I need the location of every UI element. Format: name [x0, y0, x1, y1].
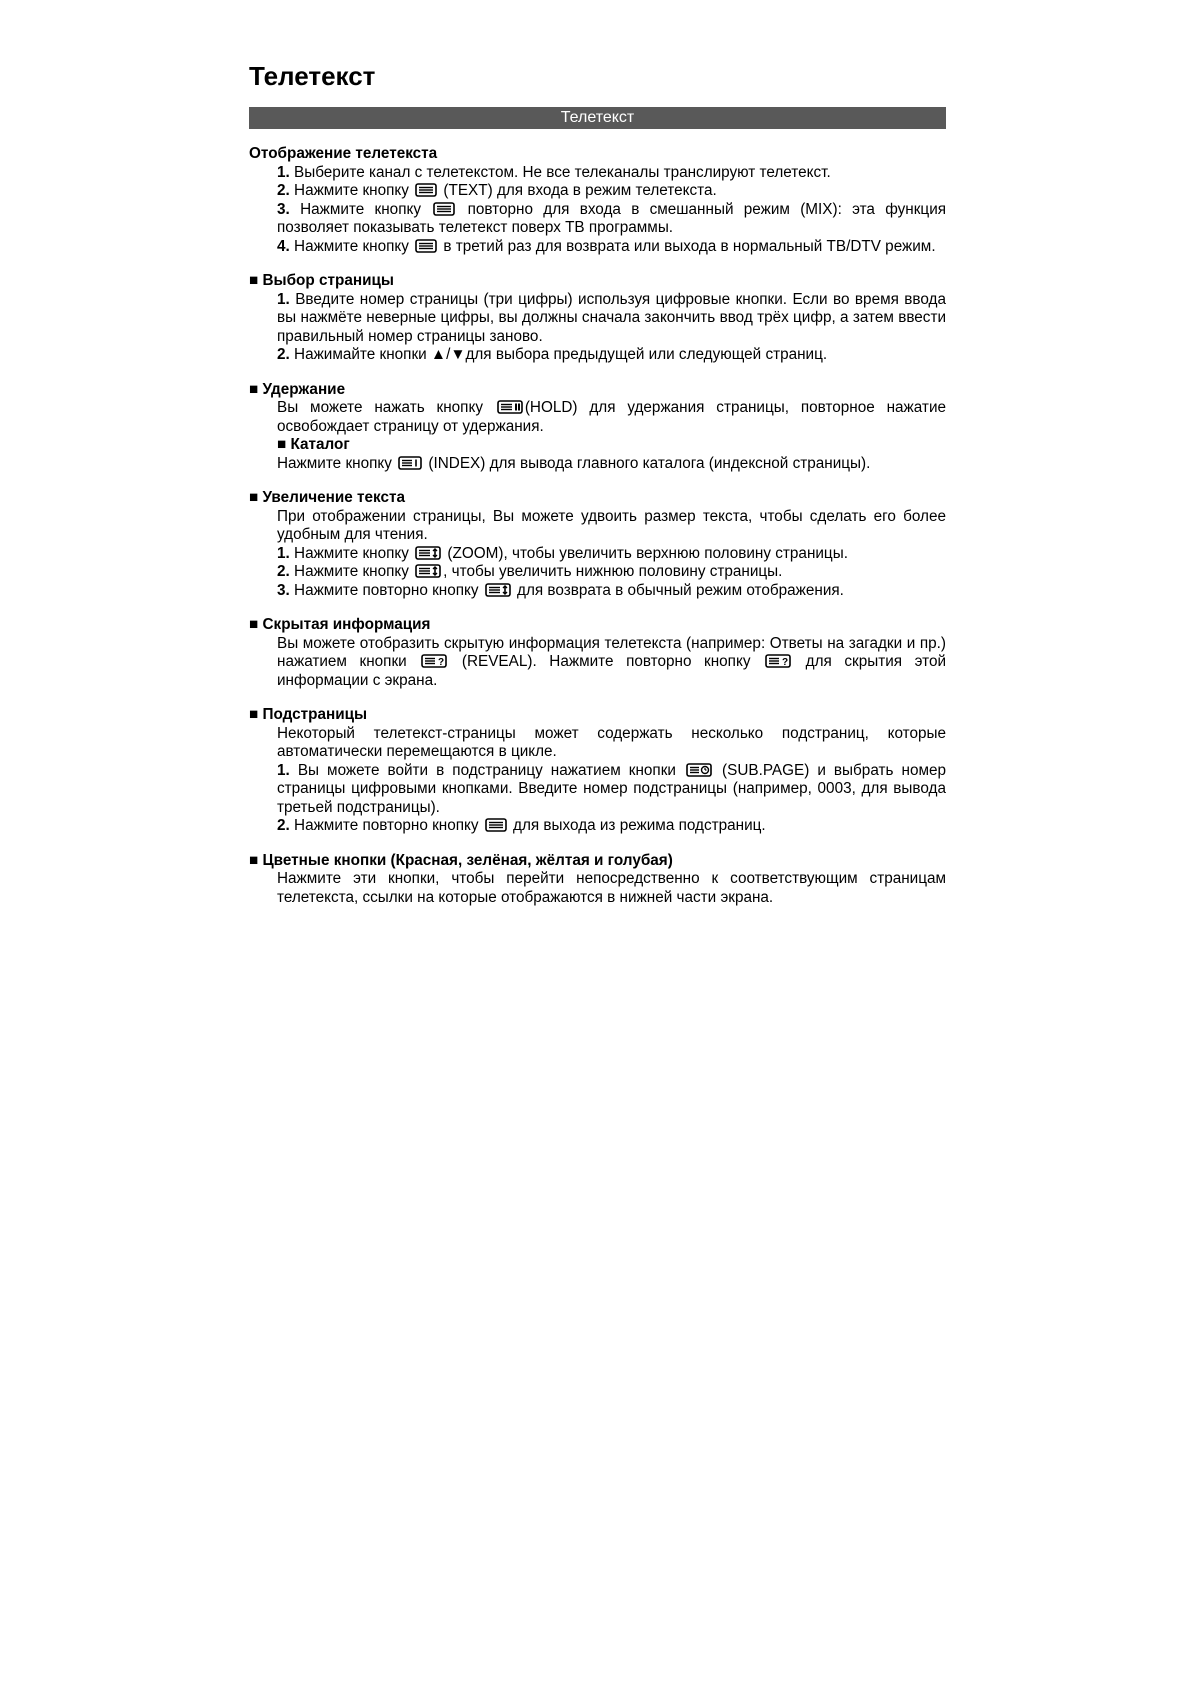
list-item: 3. Нажмите кнопку повторно для входа в смешанный режим (MIX): эта функция позволяет показывать телетекст поверх ТВ программы.	[277, 200, 947, 236]
zoom-icon	[415, 564, 441, 578]
section-color-keys	[249, 852, 946, 908]
text-icon	[415, 239, 437, 253]
section-heading: ■ Цветные кнопки (Красная, зелёная, жёлтая и голубая)	[249, 851, 673, 869]
section-heading: Отображение телетекста	[249, 145, 438, 162]
page-title: Телетекст	[249, 61, 376, 91]
list-item: 1. Выберите канал с телетекстом. Не все телеканалы транслируют телетекст.	[277, 163, 831, 181]
svg-text:?: ?	[782, 657, 789, 668]
list-item: 1. Введите номер страницы (три цифры) используя цифровые кнопки. Если во время ввода вы нажмёте неверные цифры, вы должны сначала закончить ввод трёх цифр, а затем ввести правильный номер страницы заново.	[277, 290, 946, 345]
section-display	[249, 145, 946, 256]
list-item: 1. Нажмите кнопку (ZOOM), чтобы увеличить верхнюю половину страницы.	[277, 544, 848, 562]
text-icon	[415, 183, 437, 197]
hold-icon	[497, 400, 523, 414]
reveal-icon	[765, 654, 791, 668]
paragraph: При отображении страницы, Вы можете удвоить размер текста, чтобы сделать его более удобным для чтения.	[277, 507, 946, 543]
section-heading: ■ Увеличение текста	[249, 489, 406, 506]
section-heading: ■ Выбор страницы	[249, 272, 394, 289]
section-heading: ■ Подстраницы	[249, 706, 368, 723]
text-icon	[485, 818, 507, 832]
manual-page	[249, 60, 946, 907]
index-icon	[398, 456, 422, 470]
paragraph: Нажмите эти кнопки, чтобы перейти непосредственно к соответствующим страницам телетекста, ссылки на которые отображаются в нижней части экрана.	[277, 870, 946, 906]
paragraph: Некоторый телетекст-страницы может содержать несколько подстраниц, которые автоматически перемещаются в цикле.	[277, 724, 946, 760]
list-item: 2. Нажмите кнопку (TEXT) для входа в режим телетекста.	[277, 182, 717, 199]
svg-text:?: ?	[438, 657, 445, 668]
section-page-select	[249, 272, 946, 365]
list-item: 2. Нажмите кнопку , чтобы увеличить нижнюю половину страницы.	[277, 563, 783, 580]
paragraph: Вы можете отобразить скрытую информация телетекста (например: Ответы на загадки и пр.) нажатием кнопки ? (REVEAL). Нажмите повторно кнопку ? для скрытия этой информации с экрана.	[277, 634, 947, 689]
list-item: 4. Нажмите кнопку в третий раз для возврата или выхода в нормальный ТВ/DTV режим.	[277, 237, 936, 255]
section-zoom	[249, 489, 946, 600]
section-banner: Телетекст	[249, 107, 946, 129]
section-reveal	[249, 616, 946, 690]
list-item: 2. Нажмите повторно кнопку для выхода из режима подстраниц.	[277, 817, 766, 834]
subpage-icon	[686, 763, 712, 777]
section-hold	[249, 381, 946, 474]
list-item: 3. Нажмите повторно кнопку для возврата в обычный режим отображения.	[277, 581, 844, 599]
paragraph: Вы можете нажать кнопку (HOLD) для удержания страницы, повторное нажатие освобождает страницу от удержания.	[277, 399, 946, 435]
reveal-icon	[421, 654, 447, 668]
paragraph: Нажмите кнопку (INDEX) для вывода главного каталога (индексной страницы).	[277, 454, 871, 472]
section-heading: ■ Удержание	[249, 380, 346, 398]
text-icon	[433, 202, 455, 216]
section-subpages	[249, 706, 946, 836]
section-heading: ■ Скрытая информация	[249, 616, 431, 633]
zoom-icon	[415, 546, 441, 560]
list-item: 2. Нажимайте кнопки ▲/▼для выбора предыдущей или следующей страниц.	[277, 346, 828, 363]
list-item: 1. Вы можете войти в подстраницу нажатием кнопки (SUB.PAGE) и выбрать номер страницы цифровыми кнопками. Введите номер подстраницы (например, 0003, для вывода третьей подстраницы).	[277, 761, 946, 816]
zoom-icon	[485, 583, 511, 597]
subsection-heading: ■ Каталог	[277, 436, 350, 453]
